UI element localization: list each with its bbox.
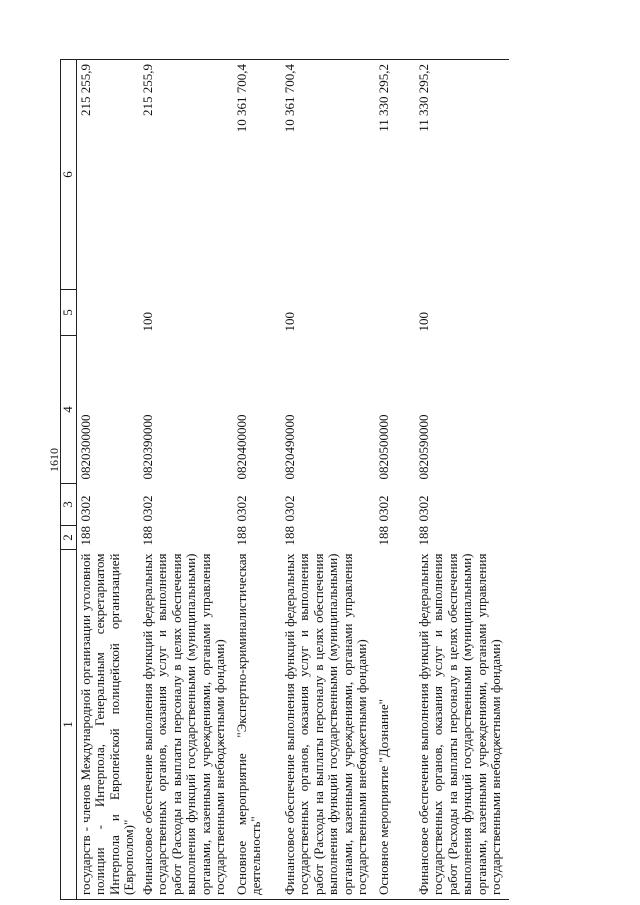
section-code: 0302 (139, 495, 155, 522)
amount: 215 255,9 (139, 60, 233, 290)
section-code: 0302 (375, 495, 391, 522)
row-description: Финансовое обеспечение выполнения функций федеральных государственных органов, оказания услуг и выполнения работ (Расходы на выплаты персоналу в целях обеспечения выполнения функций государственными (муниципальными) органами, казенными учреждениями, органами управления государственными внебюджетными фондами) (139, 550, 233, 900)
budget-table (60, 59, 509, 900)
column-header-1: 1 (61, 550, 77, 900)
section-code: 0302 (281, 495, 297, 522)
target-article-code: 0820390000 (139, 414, 155, 480)
page-number: 1610 (47, 448, 61, 472)
rotated-page (60, 60, 620, 900)
amount: 10 361 700,4 (233, 60, 281, 290)
row-description: Финансовое обеспечение выполнения функций федеральных государственных органов, оказания услуг и выполнения работ (Расходы на выплаты персоналу в целях обеспечения выполнения функций государственными (муниципальными) органами, казенными учреждениями, органами управления государственными внебюджетными фондами) (281, 550, 375, 900)
section-code: 0302 (415, 495, 431, 522)
target-article-code: 0820300000 (77, 414, 93, 480)
table-row (375, 60, 415, 900)
expense-type-code: 100 (415, 312, 431, 332)
expense-type-code (375, 290, 415, 336)
column-header-4: 4 (61, 336, 77, 484)
amount: 215 255,9 (76, 60, 139, 290)
column-number-row (61, 60, 77, 900)
table-row (233, 60, 281, 900)
row-description: Основное мероприятие "Дознание" (375, 550, 415, 900)
column-header-2: 2 (61, 526, 77, 550)
target-article-code: 0820590000 (415, 414, 431, 480)
ministry-code: 188 (415, 526, 431, 546)
budget-sheet (60, 60, 620, 900)
row-description: государств - членов Международной организации уголовной полиции - Интерпола, Генеральным секретариатом Интерпола и Европейской полицейской организацией (Европолом)" (76, 550, 139, 900)
target-article-code: 0820500000 (375, 414, 391, 480)
ministry-code: 188 (139, 526, 155, 546)
expense-type-code: 100 (281, 312, 297, 332)
ministry-code: 188 (77, 526, 93, 546)
ministry-code: 188 (375, 526, 391, 546)
row-description: Финансовое обеспечение выполнения функций федеральных государственных органов, оказания услуг и выполнения работ (Расходы на выплаты персоналу в целях обеспечения выполнения функций государственными (муниципальными) органами, казенными учреждениями, органами управления государственными внебюджетными фондами) (415, 550, 509, 900)
table-row (281, 60, 375, 900)
column-header-5: 5 (61, 290, 77, 336)
ministry-code: 188 (281, 526, 297, 546)
column-header-6: 6 (61, 60, 77, 290)
column-header-3: 3 (61, 484, 77, 526)
amount: 10 361 700,4 (281, 60, 375, 290)
section-code: 0302 (233, 495, 249, 522)
expense-type-code (76, 290, 139, 336)
expense-type-code: 100 (139, 312, 155, 332)
table-row (76, 60, 139, 900)
amount: 11 330 295,2 (375, 60, 415, 290)
amount: 11 330 295,2 (415, 60, 509, 290)
table-row (415, 60, 509, 900)
section-code: 0302 (77, 495, 93, 522)
target-article-code: 0820400000 (233, 414, 249, 480)
row-description: Основное мероприятие "Экспертно-криминалистическая деятельность" (233, 550, 281, 900)
expense-type-code (233, 290, 281, 336)
table-row (139, 60, 233, 900)
ministry-code: 188 (233, 526, 249, 546)
target-article-code: 0820490000 (281, 414, 297, 480)
